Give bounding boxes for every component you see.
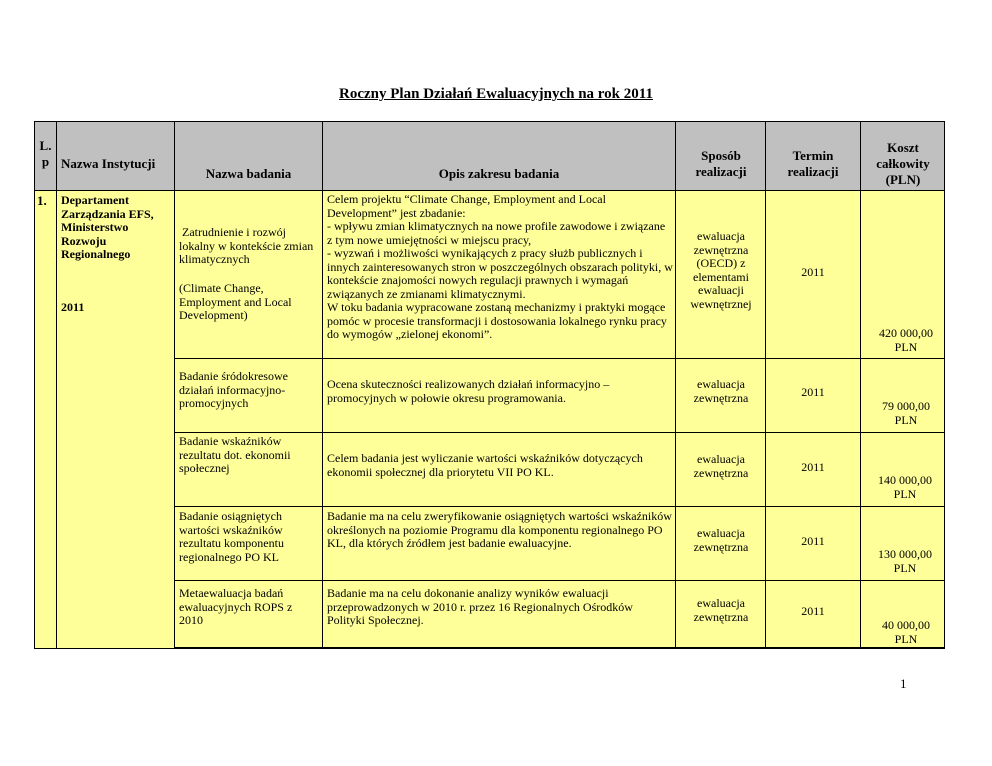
header-lp-label: L. p: [39, 138, 52, 169]
cost-text: 79 000,00 PLN: [882, 399, 930, 427]
scope-text: Celem badania jest wyliczanie wartości wskaźników dotyczących ekonomii społecznej dla priorytetu VII PO KL.: [327, 451, 643, 479]
header-scope-label: Opis zakresu badania: [438, 166, 560, 181]
cost-text: 140 000,00 PLN: [878, 473, 932, 501]
document-title: Roczny Plan Działań Ewaluacyjnych na rok 2011: [339, 86, 653, 102]
method-text: ewaluacja zewnętrzna (OECD) z elementami ewaluacji wewnętrznej: [690, 229, 752, 311]
study-name: Badanie śródokresowe działań informacyjno-promocyjnych: [179, 369, 288, 410]
table-row-scope: [322, 358, 676, 433]
cost-text: 130 000,00 PLN: [878, 547, 932, 575]
table-row-scope: [322, 190, 676, 359]
term-text: 2011: [801, 604, 825, 618]
table-row-term: [765, 432, 861, 507]
table-row-term: [765, 358, 861, 433]
method-text: ewaluacja zewnętrzna: [693, 452, 749, 480]
institution-year: 2011: [61, 300, 85, 314]
study-name: Badanie osiągniętych wartości wskaźników rezultatu komponentu regionalnego PO KL: [179, 509, 284, 564]
header-study-label: Nazwa badania: [205, 166, 292, 181]
header-method-label: Sposób realizacji: [695, 148, 747, 179]
table-row-method: [675, 190, 766, 359]
study-name: Metaewaluacja badań ewaluacyjnych ROPS z 2010: [179, 586, 293, 627]
header-cell-lp: [34, 121, 57, 191]
term-text: 2011: [801, 265, 825, 279]
study-name: Zatrudnienie i rozwój lokalny w kontekście zmian klimatycznych: [179, 225, 314, 266]
table-row-cost: [860, 506, 945, 581]
term-text: 2011: [801, 460, 825, 474]
method-text: ewaluacja zewnętrzna: [693, 526, 749, 554]
scope-text: Celem projektu “Climate Change, Employment and Local Development” jest zbadanie: - wpływu zmian klimatycznych na nowe profile zawodowe i związane z tym nowe umiejętności w miejscu pracy, - wyzwań i możliwości wynikających z pracy służb publicznych i innych zainteresowanych stron w poszczególnych obszarach polityki, w kontekście znajomości nowych regulacji prawnych i wymagań związanych ze zmianami klimatycznymi. W toku badania wypracowane zostaną mechanizmy i praktyki mogące pomóc w procesie transformacji i dostosowania lokalnego rynku pracy do wymogów „zielonej ekonomi”.: [327, 192, 673, 341]
table-row-cost: [860, 580, 945, 649]
header-cell-institution: [56, 121, 175, 191]
cell-lp: [34, 190, 57, 649]
header-cell-scope: [322, 121, 676, 191]
table-row-method: [675, 432, 766, 507]
cost-text: 40 000,00 PLN: [882, 618, 930, 646]
table-row-method: [675, 358, 766, 433]
header-cost-label: Koszt całkowity (PLN): [876, 140, 930, 187]
table-row-scope: [322, 432, 676, 507]
header-cell-study: [174, 121, 323, 191]
cost-text: 420 000,00 PLN: [879, 326, 933, 354]
term-text: 2011: [801, 534, 825, 548]
header-cell-cost: [860, 121, 945, 191]
header-institution-label: Nazwa Instytucji: [61, 156, 156, 171]
table-row-scope: [322, 580, 676, 649]
table-row-cost: [860, 432, 945, 507]
scope-text: Badanie ma na celu dokonanie analizy wyników ewaluacji przeprowadzonych w 2010 r. przez 16 Regionalnych Ośrodków Polityki Społecznej.: [327, 586, 633, 627]
table-row: [174, 358, 323, 433]
header-cell-term: [765, 121, 861, 191]
cell-institution: [56, 190, 175, 649]
method-text: ewaluacja zewnętrzna: [693, 377, 749, 405]
table-row-term: [765, 506, 861, 581]
lp-number: 1.: [37, 193, 47, 208]
method-text: ewaluacja zewnętrzna: [693, 596, 749, 624]
header-term-label: Termin realizacji: [787, 148, 839, 179]
table-row: [174, 580, 323, 649]
table-row-method: [675, 580, 766, 649]
table-row-cost: [860, 190, 945, 359]
table-row-term: [765, 580, 861, 649]
table-row: [174, 190, 323, 359]
scope-text: Ocena skuteczności realizowanych działań informacyjno – promocyjnych w połowie okresu programowania.: [327, 377, 610, 405]
institution-name: Departament Zarządzania EFS, Ministerstwo Rozwoju Regionalnego: [61, 193, 154, 261]
table-row-scope: [322, 506, 676, 581]
scope-text: Badanie ma na celu zweryfikowanie osiągniętych wartości wskaźników określonych na poziomie Programu dla komponentu regionalnego PO KL, dla których źródłem jest badanie ewaluacyjne.: [327, 509, 672, 550]
table-row-term: [765, 190, 861, 359]
page-number: 1: [900, 676, 907, 691]
study-name: Badanie wskaźników rezultatu dot. ekonomii społecznej: [179, 434, 291, 475]
table-row: [174, 432, 323, 507]
term-text: 2011: [801, 385, 825, 399]
header-cell-method: [675, 121, 766, 191]
table-row-cost: [860, 358, 945, 433]
study-name-extra: (Climate Change, Employment and Local Development): [179, 281, 292, 322]
table-row-method: [675, 506, 766, 581]
table-row: [174, 506, 323, 581]
